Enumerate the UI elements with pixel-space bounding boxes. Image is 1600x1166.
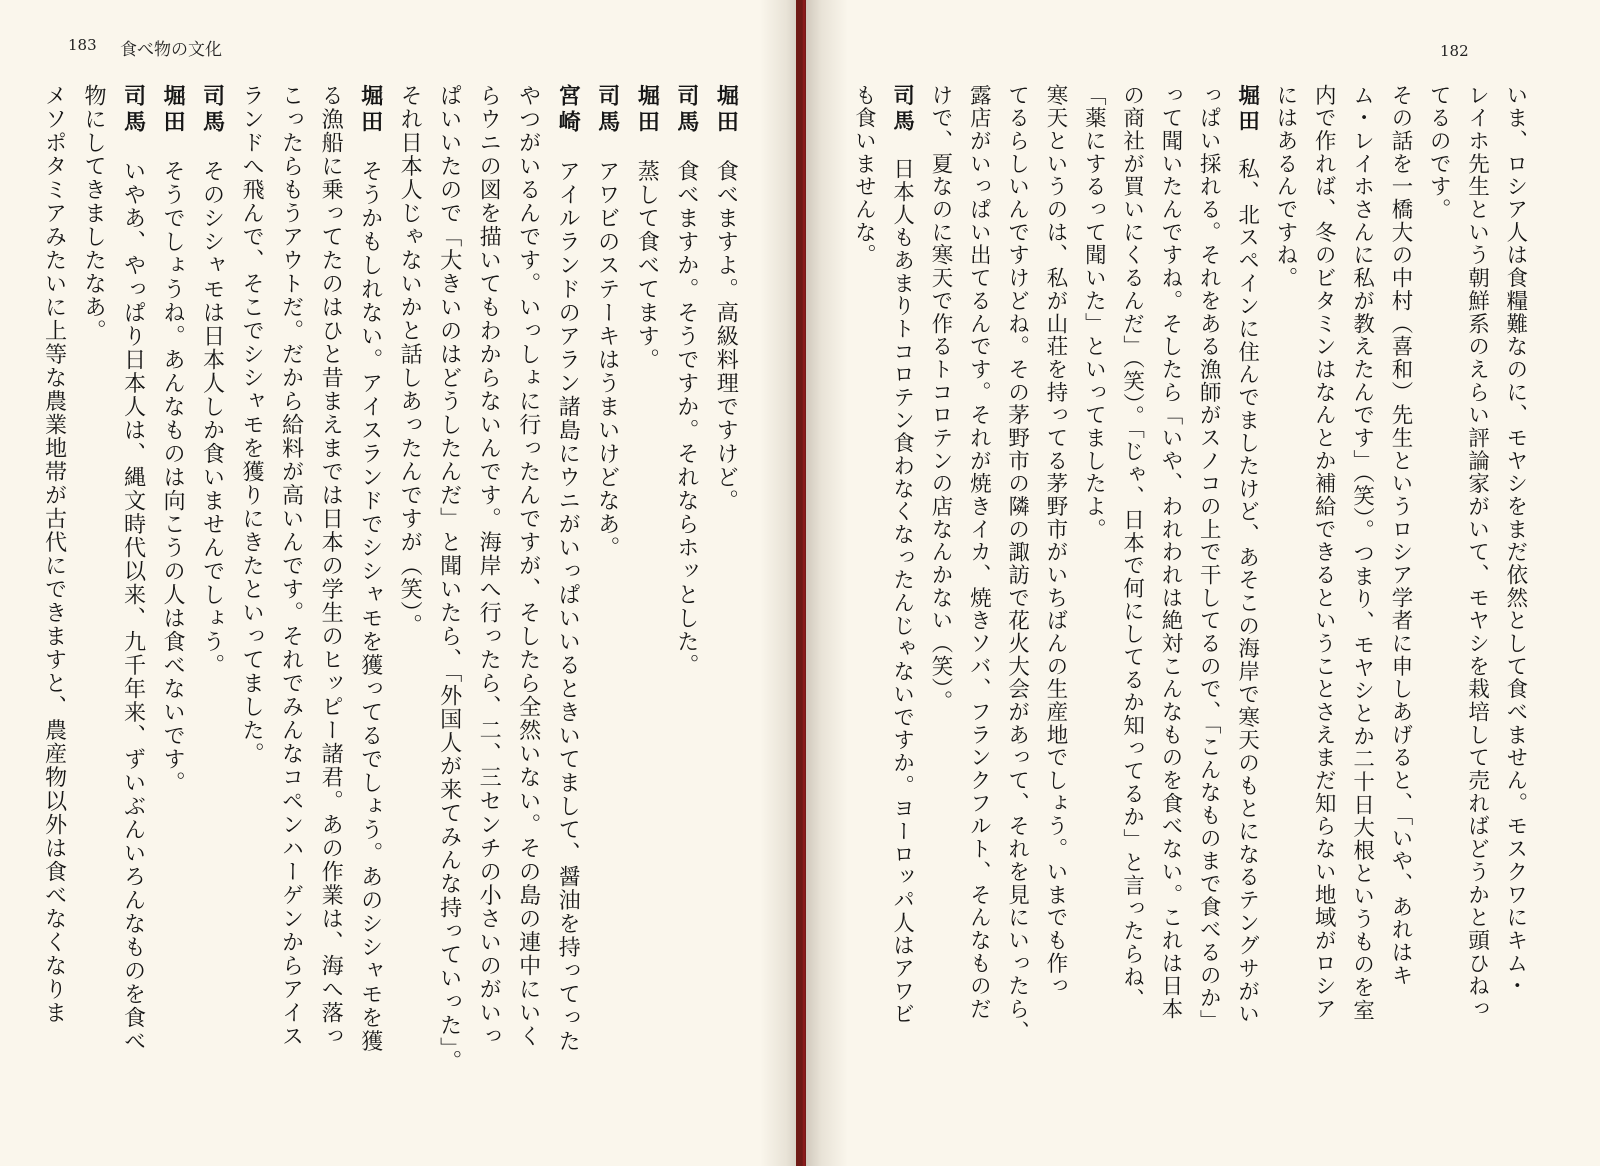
line-text: そうでしょうね。あんなものは向こうの人は食べないです。	[160, 159, 187, 795]
line-text: 露店がいっぱい出てるんです。それが焼きイカ、焼きソバ、フランクフルト、そんなものだ	[966, 84, 992, 1021]
line-text: アワビのステーキはうまいけどなあ。	[594, 159, 621, 560]
text-line	[1381, 84, 1419, 1043]
text-line	[921, 84, 959, 1043]
text-line	[1457, 84, 1495, 1043]
line-text: いやあ、やっぱり日本人は、縄文時代以来、九千年来、ずいぶんいろんなものを食べ	[120, 159, 147, 1054]
text-line	[1151, 84, 1189, 1043]
left-page	[0, 0, 796, 1166]
text-line	[1419, 84, 1457, 1043]
line-text: も食いませんな。	[851, 84, 877, 267]
page-number-right: 182	[1440, 42, 1469, 60]
text-line	[1189, 84, 1227, 1043]
speaker-label: 司馬	[199, 84, 226, 137]
line-text: てるらしいんですけどね。その茅野市の隣の諏訪で花火大会があって、それを見にいったら、	[1004, 84, 1030, 1044]
text-line	[882, 84, 920, 1043]
speaker-label: 司馬	[120, 84, 147, 137]
line-text: アイルランドのアラン諸島にウニがいっぱいいるときいてまして、醤油を持ってった	[555, 159, 582, 1054]
text-line	[844, 84, 882, 1043]
text-line	[1112, 84, 1150, 1043]
text-line	[232, 84, 272, 1073]
line-text: ランドへ飛んで、そこでシシャモを獲りにきたといってました。	[239, 84, 266, 766]
text-line	[508, 84, 548, 1073]
line-text: 日本人もあまりトコロテン食わなくなったんじゃないですか。ヨーロッパ人はアワビ	[889, 157, 915, 1026]
text-line	[271, 84, 311, 1073]
line-text: こったらもうアウトだ。だから給料が高いんです。それでみんなコペンハーゲンからアイス	[278, 84, 305, 1048]
line-text: いま、ロシア人は食糧難なのに、モヤシをまだ依然として食べません。モスクワにキム・	[1502, 84, 1528, 998]
text-line	[74, 84, 114, 1073]
line-text: その話を一橋大の中村（喜和）先生というロシア学者に申しあげると、「いや、あれはキ	[1387, 84, 1413, 987]
text-line	[311, 84, 351, 1073]
line-text: やつがいるんです。いっしょに行ったんですが、そしたら全然いない。その島の連中にいく	[515, 84, 542, 1048]
line-text: らウニの図を描いてもわからないんです。海岸へ行ったら、二、三センチの小さいのがいっ	[476, 84, 503, 1048]
right-page-body	[844, 84, 1534, 1043]
text-line	[1496, 84, 1534, 1043]
text-line	[350, 84, 390, 1073]
text-line	[153, 84, 193, 1073]
line-text: にはあるんですね。	[1272, 84, 1298, 290]
line-text: って聞いたんですね。そしたら「いや、われわれは絶対こんなものを食べない。これは日本	[1157, 84, 1183, 1021]
line-text: 食べますよ。高級料理ですけど。	[713, 159, 740, 513]
speaker-label: 堀田	[357, 84, 384, 137]
text-line	[666, 84, 706, 1073]
line-text: そのシシャモは日本人しか食いませんでしょう。	[199, 159, 226, 677]
speaker-label: 司馬	[594, 84, 621, 137]
line-text: る漁船に乗ってたのはひと昔まえまでは日本の学生のヒッピー諸君。あの作業は、海へ落っ	[318, 84, 345, 1048]
line-text: てるのです。	[1426, 84, 1452, 222]
line-text: ム・レイホさんに私が教えたんです」（笑）。つまり、モヤシとか二十日大根というものを室	[1349, 84, 1375, 1022]
text-line	[627, 84, 667, 1073]
speaker-label: 堀田	[160, 84, 187, 137]
text-line	[1342, 84, 1380, 1043]
text-line	[34, 84, 74, 1073]
text-line	[1074, 84, 1112, 1043]
line-text: けで、夏なのに寒天で作るトコロテンの店なんかない（笑）。	[927, 84, 953, 713]
line-text: っぱい採れる。それをある漁師がスノコの上で干してるので、「こんなものまで食べるのか」	[1196, 84, 1222, 1033]
text-line	[1036, 84, 1074, 1043]
line-text: そうかもしれない。アイスランドでシシャモを獲ってるでしょう。あのシシャモを獲	[357, 159, 384, 1054]
text-line	[192, 84, 232, 1073]
speaker-label: 宮崎	[555, 84, 582, 137]
text-line	[587, 84, 627, 1073]
text-line	[113, 84, 153, 1073]
left-page-body	[34, 84, 745, 1073]
page-number-left: 183	[68, 36, 97, 54]
line-text: 内で作れば、冬のビタミンはなんとか補給できるということさえまだ知らない地域がロシア	[1311, 84, 1337, 1021]
line-text: の商社が買いにくるんだ」（笑）。「じゃ、日本で何にしてるか知ってるか」と言ったらね、	[1119, 84, 1145, 1012]
line-text: 「薬にするって聞いた」といってましたよ。	[1081, 84, 1107, 541]
speaker-label: 堀田	[634, 84, 661, 137]
line-text: レイホ先生という朝鮮系のえらい評論家がいて、モヤシを栽培して売ればどうかと頭ひねっ	[1464, 84, 1490, 1021]
speaker-label: 司馬	[673, 84, 700, 137]
text-line	[390, 84, 430, 1073]
text-line	[1304, 84, 1342, 1043]
line-text: メソポタミアみたいに上等な農業地帯が古代にできますと、農産物以外は食べなくなりま	[41, 84, 68, 1025]
text-line	[548, 84, 588, 1073]
line-text: 物にしてきましたなあ。	[81, 84, 108, 343]
speaker-label: 堀田	[713, 84, 740, 137]
text-line	[1266, 84, 1304, 1043]
line-text: 私、北スペインに住んでましたけど、あそこの海岸で寒天のもとになるテングサがい	[1234, 157, 1260, 1026]
text-line	[429, 84, 469, 1073]
line-text: 食べますか。そうですか。それならホッとした。	[673, 159, 700, 677]
line-text: それ日本人じゃないかと話しあったんですが（笑）。	[397, 84, 424, 638]
running-head: 食べ物の文化	[120, 40, 222, 60]
text-line	[997, 84, 1035, 1043]
line-text: ぱいいたので「大きいのはどうしたんだ」と聞いたら、「外国人が来てみんな持っていった」。	[436, 84, 463, 1073]
text-line	[469, 84, 509, 1073]
speaker-label: 司馬	[889, 84, 915, 135]
text-line	[1227, 84, 1265, 1043]
text-line	[959, 84, 997, 1043]
right-page	[806, 0, 1600, 1166]
line-text: 寒天というのは、私が山荘を持ってる茅野市がいちばんの生産地でしょう。いまでも作っ	[1042, 84, 1068, 998]
speaker-label: 堀田	[1234, 84, 1260, 135]
text-line	[706, 84, 746, 1073]
line-text: 蒸して食べてます。	[634, 159, 661, 372]
